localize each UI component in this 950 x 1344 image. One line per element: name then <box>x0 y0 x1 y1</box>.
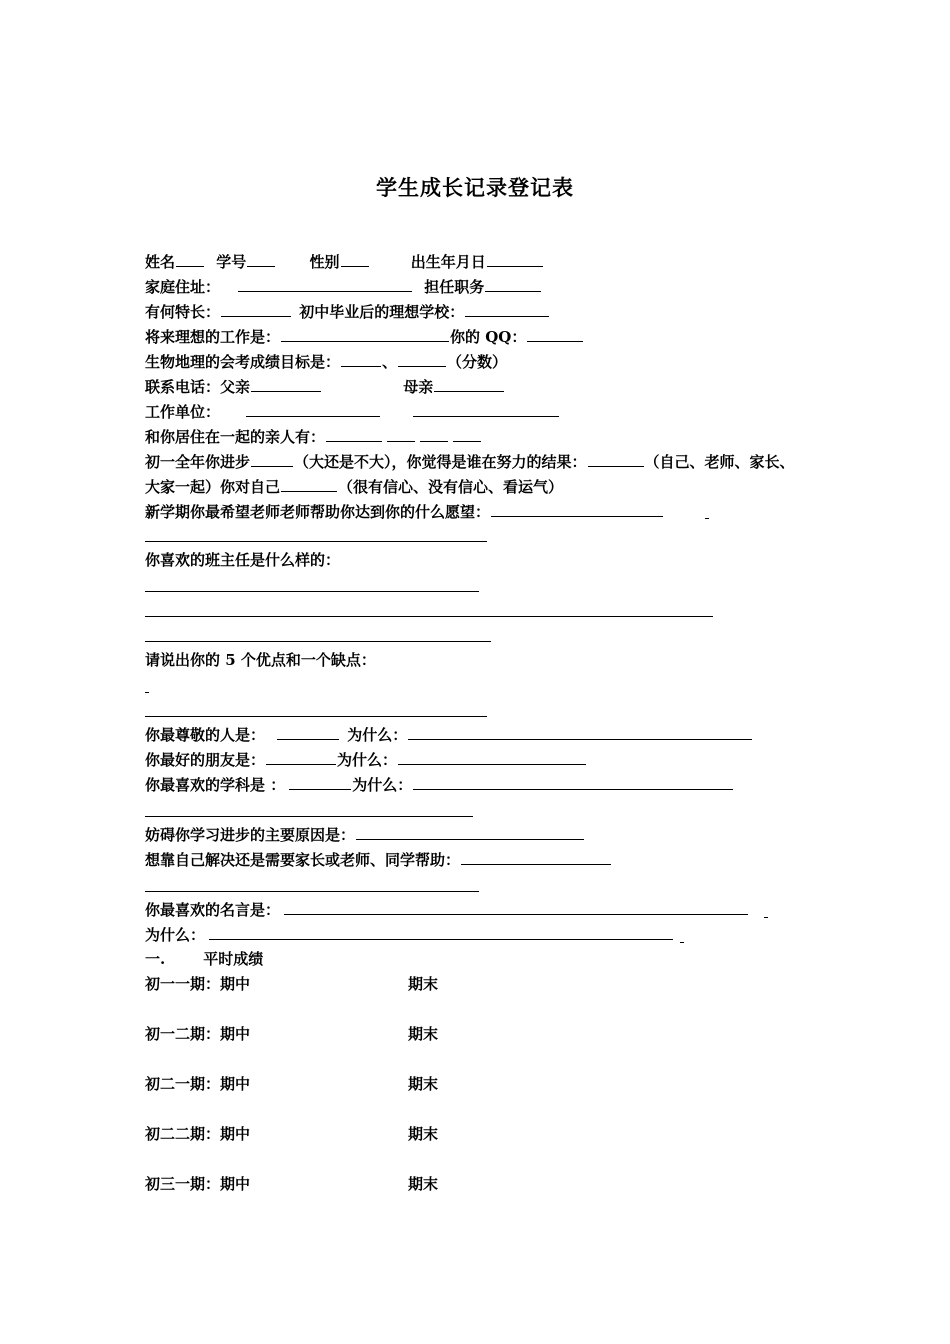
label-student-id: 学号 <box>216 253 247 271</box>
field-relative-2[interactable] <box>387 426 415 442</box>
field-mother-workplace[interactable] <box>413 401 559 417</box>
label-duty: 担任职务 <box>424 278 485 296</box>
label-subject-why: 为什么： <box>352 776 413 794</box>
field-motto[interactable] <box>284 899 748 915</box>
trailing-mark <box>680 942 684 943</box>
label-cohabitants: 和你居住在一起的亲人有： <box>145 428 326 446</box>
field-relative-4[interactable] <box>453 426 481 442</box>
field-progress[interactable] <box>251 451 293 467</box>
label-merits: 请说出你的 5 个优点和一个缺点： <box>145 651 376 669</box>
field-friend-why[interactable] <box>398 749 586 765</box>
label-address: 家庭住址： <box>145 278 221 296</box>
line-motto <box>145 899 749 919</box>
label-respected-why: 为什么： <box>347 726 408 744</box>
label-effort-options-cont: 大家一起）你对自己 <box>145 478 281 496</box>
grade-row <box>145 1074 545 1094</box>
label-help: 想靠自己解决还是需要家长或老师、同学帮助： <box>145 851 461 869</box>
field-teacher-line-2[interactable] <box>145 616 713 617</box>
field-mother-phone[interactable] <box>434 376 504 392</box>
field-help[interactable] <box>461 849 611 865</box>
label-mother-phone: 母亲 <box>403 378 434 396</box>
section-number: 一. <box>145 950 166 968</box>
grade-row <box>145 1174 545 1194</box>
line-workplace <box>145 401 560 421</box>
line-obstacle <box>145 824 585 844</box>
line-ideal-job <box>145 326 584 346</box>
line-favorite-teacher <box>145 550 340 570</box>
grade-term-label: 初二一期：期中 <box>145 1075 251 1093</box>
label-qq: 你的 QQ： <box>450 328 527 346</box>
field-best-friend[interactable] <box>266 749 336 765</box>
field-relative-1[interactable] <box>326 426 382 442</box>
label-confidence-options: （很有信心、没有信心、看运气） <box>338 478 564 496</box>
label-talent: 有何特长： <box>145 303 221 321</box>
field-qq[interactable] <box>527 326 583 342</box>
label-name: 姓名 <box>145 253 176 271</box>
label-favorite-teacher: 你喜欢的班主任是什么样的： <box>145 551 341 569</box>
label-favorite-subject: 你最喜欢的学科是 ： <box>145 776 286 794</box>
label-ideal-school: 初中毕业后的理想学校： <box>299 303 465 321</box>
field-wish-line-2[interactable] <box>145 541 487 542</box>
grade-final-label: 期末 <box>408 1025 439 1043</box>
label-exam-goal: 生物地理的会考成绩目标是： <box>145 353 341 371</box>
section-label: 平时成绩 <box>203 950 264 968</box>
field-respected-why[interactable] <box>408 724 752 740</box>
grade-final-label: 期末 <box>408 1125 439 1143</box>
form-title: 学生成长记录登记表 <box>376 175 574 200</box>
line-confidence <box>145 476 563 496</box>
line-motto-why <box>145 924 674 944</box>
field-father-workplace[interactable] <box>246 401 380 417</box>
field-ideal-school[interactable] <box>465 301 549 317</box>
field-biology-goal[interactable] <box>341 351 381 367</box>
line-help <box>145 849 612 869</box>
label-ideal-job: 将来理想的工作是： <box>145 328 281 346</box>
label-father-phone: 联系电话：父亲 <box>145 378 251 396</box>
field-ideal-job[interactable] <box>281 326 449 342</box>
grade-term-label: 初二二期：期中 <box>145 1125 251 1143</box>
line-best-friend <box>145 749 587 769</box>
field-obstacle[interactable] <box>356 824 584 840</box>
line-talent <box>145 301 550 321</box>
field-confidence[interactable] <box>281 476 337 492</box>
line-progress <box>145 451 795 471</box>
line-wish <box>145 501 664 521</box>
label-sex: 性别 <box>309 253 340 271</box>
field-teacher-line-1[interactable] <box>145 591 479 592</box>
separator: 、 <box>382 353 398 371</box>
label-effort-options: （自己、老师、家长、 <box>644 453 795 471</box>
field-geography-goal[interactable] <box>398 351 446 367</box>
field-respected-person[interactable] <box>277 724 339 740</box>
line-merits <box>145 650 376 670</box>
grade-row <box>145 1024 545 1044</box>
label-workplace: 工作单位： <box>145 403 221 421</box>
label-effort: （大还是不大），你觉得是谁在努力的结果： <box>294 453 587 471</box>
line-favorite-subject <box>145 774 734 794</box>
grade-row <box>145 974 545 994</box>
grade-row <box>145 1124 545 1144</box>
field-sex[interactable] <box>341 251 369 267</box>
grade-final-label: 期末 <box>408 1175 439 1193</box>
field-favorite-subject[interactable] <box>289 774 351 790</box>
field-help-line-2[interactable] <box>145 891 479 892</box>
grade-final-label: 期末 <box>408 975 439 993</box>
grade-term-label: 初三一期：期中 <box>145 1175 251 1193</box>
line-phone <box>145 376 505 396</box>
label-birthdate: 出生年月日 <box>410 253 486 271</box>
field-subject-why[interactable] <box>413 774 733 790</box>
line-address <box>145 276 542 296</box>
label-wish: 新学期你最希望老师老师帮助你达到你的什么愿望： <box>145 503 491 521</box>
grade-term-label: 初一二期：期中 <box>145 1025 251 1043</box>
field-talent[interactable] <box>221 301 291 317</box>
trailing-mark <box>705 518 709 519</box>
field-duty[interactable] <box>485 276 541 292</box>
line-respected-person <box>145 724 753 744</box>
field-relative-3[interactable] <box>420 426 448 442</box>
label-best-friend: 你最好的朋友是： <box>145 751 266 769</box>
grade-final-label: 期末 <box>408 1075 439 1093</box>
trailing-mark <box>764 917 768 918</box>
label-respected-person: 你最尊敬的人是： <box>145 726 266 744</box>
field-address[interactable] <box>238 276 412 292</box>
field-father-phone[interactable] <box>251 376 321 392</box>
field-subject-why-line-2[interactable] <box>145 816 473 817</box>
trailing-mark <box>145 692 149 693</box>
label-friend-why: 为什么： <box>337 751 398 769</box>
label-motto: 你最喜欢的名言是： <box>145 901 281 919</box>
line-basic-info <box>145 251 544 271</box>
line-exam-goal <box>145 351 507 371</box>
field-motto-why[interactable] <box>209 924 673 940</box>
section-heading <box>145 949 263 969</box>
label-progress: 初一全年你进步 <box>145 453 251 471</box>
line-cohabitants <box>145 426 482 446</box>
field-teacher-line-3[interactable] <box>145 641 491 642</box>
label-motto-why: 为什么： <box>145 926 206 944</box>
field-wish[interactable] <box>491 501 663 517</box>
field-effort[interactable] <box>588 451 644 467</box>
field-student-id[interactable] <box>247 251 275 267</box>
label-obstacle: 妨碍你学习进步的主要原因是： <box>145 826 356 844</box>
field-birthdate[interactable] <box>487 251 543 267</box>
field-name[interactable] <box>176 251 204 267</box>
grade-term-label: 初一一期：期中 <box>145 975 251 993</box>
field-merits-line[interactable] <box>145 716 487 717</box>
label-score-unit: （分数） <box>447 353 508 371</box>
